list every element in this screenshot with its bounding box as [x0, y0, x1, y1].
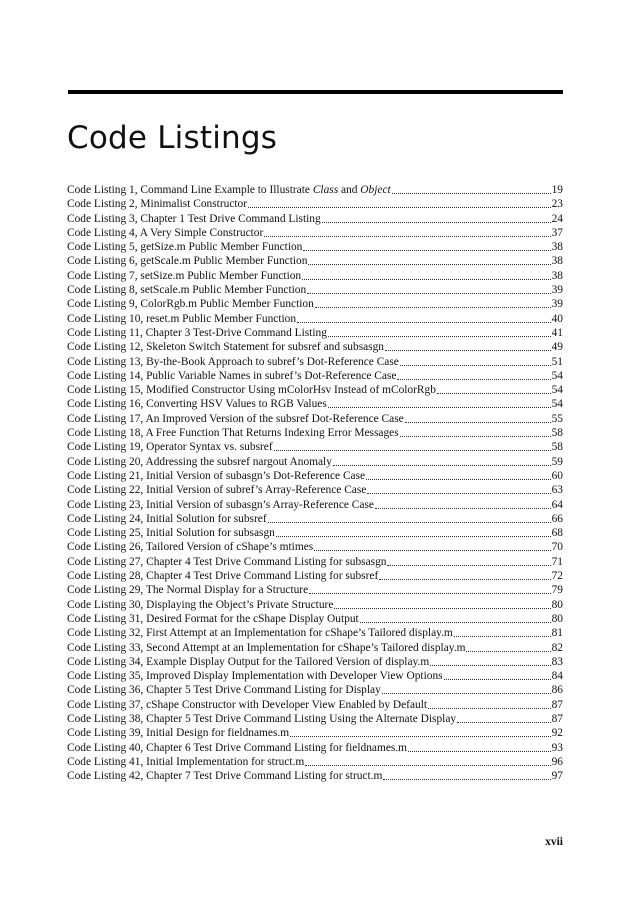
- listing-page-number: 39: [551, 298, 563, 311]
- listing-entry[interactable]: [67, 683, 563, 697]
- dot-leader: [457, 712, 551, 723]
- dot-leader: [305, 755, 550, 766]
- listing-entry[interactable]: [67, 426, 563, 440]
- dot-leader: [392, 183, 551, 194]
- listing-title: Code Listing 6, getScale.m Public Member Function: [67, 255, 308, 268]
- dot-leader: [264, 226, 550, 237]
- listing-title: Code Listing 23, Initial Version of subasgn’s Array-Reference Case: [67, 498, 374, 511]
- listing-page-number: 58: [551, 427, 563, 440]
- listing-entry[interactable]: [67, 755, 563, 769]
- listing-title: Code Listing 1, Command Line Example to Illustrate Class and Object: [67, 184, 391, 196]
- listing-entry[interactable]: [67, 626, 563, 640]
- listing-page-number: 87: [551, 712, 563, 725]
- listing-entry[interactable]: [67, 498, 563, 512]
- listing-page-number: 54: [551, 398, 563, 411]
- listing-entry[interactable]: [67, 254, 563, 268]
- dot-leader: [367, 483, 550, 494]
- listing-entry[interactable]: [67, 297, 563, 311]
- listing-title: Code Listing 32, First Attempt at an Implementation for cShape’s Tailored display.m: [67, 627, 453, 640]
- dot-leader: [322, 212, 551, 223]
- listing-entry[interactable]: [67, 269, 563, 283]
- listing-title: Code Listing 31, Desired Format for the cShape Display Output: [67, 612, 359, 625]
- listing-page-number: 38: [551, 241, 563, 254]
- listing-title: Code Listing 14, Public Variable Names in subref’s Dot-Reference Case: [67, 369, 397, 382]
- listing-title: Code Listing 28, Chapter 4 Test Drive Command Listing for subsref: [67, 570, 379, 583]
- listing-page-number: 39: [551, 284, 563, 297]
- listing-entry[interactable]: [67, 769, 563, 783]
- listing-page-number: 51: [551, 355, 563, 368]
- dot-leader: [290, 726, 551, 737]
- listing-entry[interactable]: [67, 483, 563, 497]
- listing-page-number: 41: [551, 326, 563, 339]
- listing-entry[interactable]: [67, 669, 563, 683]
- code-listing-list: [67, 183, 563, 783]
- listing-entry[interactable]: [67, 569, 563, 583]
- dot-leader: [382, 683, 551, 694]
- listing-entry[interactable]: [67, 283, 563, 297]
- listing-title: Code Listing 13, By-the-Book Approach to subref’s Dot-Reference Case: [67, 355, 399, 368]
- listing-title: Code Listing 17, An Improved Version of the subsref Dot-Reference Case: [67, 412, 404, 425]
- listing-entry[interactable]: [67, 226, 563, 240]
- listing-entry[interactable]: [67, 440, 563, 454]
- dot-leader: [309, 583, 550, 594]
- listing-page-number: 23: [551, 198, 563, 211]
- listing-title: Code Listing 35, Improved Display Implementation with Developer View Options: [67, 670, 443, 683]
- listing-page-number: 60: [551, 469, 563, 482]
- listing-title: Code Listing 10, reset.m Public Member Function: [67, 312, 297, 325]
- listing-title: Code Listing 41, Initial Implementation for struct.m: [67, 755, 305, 768]
- listing-entry[interactable]: [67, 641, 563, 655]
- listing-title: Code Listing 15, Modified Constructor Using mColorHsv Instead of mColorRgb: [67, 384, 436, 397]
- listing-entry[interactable]: [67, 397, 563, 411]
- listing-title: Code Listing 36, Chapter 5 Test Drive Command Listing for Display: [67, 684, 381, 697]
- listing-entry[interactable]: [67, 340, 563, 354]
- listing-title: Code Listing 9, ColorRgb.m Public Member Function: [67, 298, 314, 311]
- dot-leader: [333, 455, 551, 466]
- emphasis: Object: [360, 184, 391, 196]
- page-title: Code Listings: [67, 120, 278, 156]
- listing-entry[interactable]: [67, 326, 563, 340]
- listing-title: Code Listing 7, setSize.m Public Member Function: [67, 269, 302, 282]
- dot-leader: [328, 326, 551, 337]
- dot-leader: [302, 269, 550, 280]
- listing-page-number: 87: [551, 698, 563, 711]
- dot-leader: [397, 369, 550, 380]
- dot-leader: [400, 426, 551, 437]
- listing-entry[interactable]: [67, 412, 563, 426]
- listing-entry[interactable]: [67, 726, 563, 740]
- listing-title: Code Listing 20, Addressing the subsref nargout Anomaly: [67, 455, 332, 468]
- listing-page-number: 96: [551, 755, 563, 768]
- listing-entry[interactable]: [67, 612, 563, 626]
- listing-title: Code Listing 42, Chapter 7 Test Drive Command Listing for struct.m: [67, 770, 383, 783]
- listing-title: Code Listing 5, getSize.m Public Member Function: [67, 241, 303, 254]
- dot-leader: [314, 540, 550, 551]
- listing-title: Code Listing 11, Chapter 3 Test-Drive Command Listing: [67, 326, 327, 339]
- listing-page-number: 68: [551, 527, 563, 540]
- listing-page-number: 58: [551, 441, 563, 454]
- dot-leader: [444, 669, 551, 680]
- listing-entry[interactable]: [67, 655, 563, 669]
- listing-entry[interactable]: [67, 712, 563, 726]
- listing-title: Code Listing 8, setScale.m Public Member Function: [67, 284, 307, 297]
- dot-leader: [315, 297, 551, 308]
- listing-page-number: 54: [551, 384, 563, 397]
- listing-title: Code Listing 3, Chapter 1 Test Drive Command Listing: [67, 212, 321, 225]
- listing-entry[interactable]: [67, 583, 563, 597]
- listing-page-number: 81: [551, 627, 563, 640]
- dot-leader: [400, 355, 551, 366]
- dot-leader: [383, 769, 550, 780]
- listing-title: Code Listing 30, Displaying the Object’s Private Structure: [67, 598, 334, 611]
- listing-title: Code Listing 37, cShape Constructor with Developer View Enabled by Default: [67, 698, 428, 711]
- listing-entry[interactable]: [67, 469, 563, 483]
- dot-leader: [430, 655, 550, 666]
- dot-leader: [466, 641, 550, 652]
- listing-entry[interactable]: [67, 455, 563, 469]
- listing-title: Code Listing 40, Chapter 6 Test Drive Command Listing for fieldnames.m: [67, 741, 408, 754]
- listing-title: Code Listing 21, Initial Version of subasgn’s Dot-Reference Case: [67, 469, 366, 482]
- listing-title: Code Listing 26, Tailored Version of cShape’s mtimes: [67, 541, 314, 554]
- listing-page-number: 86: [551, 684, 563, 697]
- dot-leader: [334, 598, 550, 609]
- listing-title: Code Listing 16, Converting HSV Values to RGB Values: [67, 398, 327, 411]
- listing-title: Code Listing 12, Skeleton Switch Statement for subsref and subsasgn: [67, 341, 385, 354]
- dot-leader: [428, 698, 551, 709]
- listing-entry[interactable]: [67, 312, 563, 326]
- listing-title: Code Listing 27, Chapter 4 Test Drive Command Listing for subsasgn: [67, 555, 387, 568]
- listing-entry[interactable]: [67, 741, 563, 755]
- listing-title: Code Listing 4, A Very Simple Constructor: [67, 226, 264, 239]
- listing-page-number: 71: [551, 555, 563, 568]
- listing-page-number: 97: [551, 770, 563, 783]
- header-rule: [68, 90, 563, 94]
- dot-leader: [274, 440, 551, 451]
- listing-title: Code Listing 33, Second Attempt at an Implementation for cShape’s Tailored display.m: [67, 641, 466, 654]
- listing-page-number: 24: [551, 212, 563, 225]
- listing-entry[interactable]: [67, 240, 563, 254]
- listing-page-number: 49: [551, 341, 563, 354]
- listing-page-number: 82: [551, 641, 563, 654]
- dot-leader: [366, 469, 551, 480]
- listing-page-number: 38: [551, 269, 563, 282]
- listing-title: Code Listing 34, Example Display Output for the Tailored Version of display.m: [67, 655, 430, 668]
- listing-page-number: 66: [551, 512, 563, 525]
- listing-entry[interactable]: [67, 698, 563, 712]
- listing-page-number: 84: [551, 670, 563, 683]
- listing-page-number: 79: [551, 584, 563, 597]
- dot-leader: [276, 526, 551, 537]
- dot-leader: [405, 412, 551, 423]
- listing-page-number: 93: [551, 741, 563, 754]
- listing-entry[interactable]: [67, 512, 563, 526]
- dot-leader: [328, 397, 551, 408]
- listing-title: Code Listing 2, Minimalist Constructor: [67, 198, 248, 211]
- listing-title: Code Listing 22, Initial Version of subref’s Array-Reference Case: [67, 484, 367, 497]
- listing-title: Code Listing 39, Initial Design for fieldnames.m: [67, 727, 290, 740]
- listing-page-number: 72: [551, 570, 563, 583]
- listing-page-number: 64: [551, 498, 563, 511]
- dot-leader: [385, 340, 551, 351]
- listing-page-number: 54: [551, 369, 563, 382]
- dot-leader: [437, 383, 551, 394]
- listing-page-number: 59: [551, 455, 563, 468]
- listing-page-number: 80: [551, 598, 563, 611]
- listing-page-number: 19: [551, 184, 563, 196]
- listing-page-number: 70: [551, 541, 563, 554]
- listing-title: Code Listing 25, Initial Solution for subsasgn: [67, 527, 275, 540]
- listing-page-number: 37: [551, 226, 563, 239]
- dot-leader: [379, 569, 550, 580]
- listing-entry[interactable]: [67, 383, 563, 397]
- dot-leader: [297, 312, 551, 323]
- listing-entry[interactable]: [67, 540, 563, 554]
- listing-page-number: 63: [551, 484, 563, 497]
- listing-entry[interactable]: [67, 598, 563, 612]
- dot-leader: [308, 254, 550, 265]
- dot-leader: [454, 626, 551, 637]
- page-number: xvii: [545, 836, 563, 848]
- listing-page-number: 38: [551, 255, 563, 268]
- listing-page-number: 83: [551, 655, 563, 668]
- listing-page-number: 80: [551, 612, 563, 625]
- emphasis: Class: [312, 184, 339, 196]
- listing-entry[interactable]: [67, 369, 563, 383]
- listing-title: Code Listing 18, A Free Function That Returns Indexing Error Messages: [67, 427, 399, 440]
- dot-leader: [248, 197, 551, 208]
- dot-leader: [360, 612, 551, 623]
- listing-entry[interactable]: [67, 526, 563, 540]
- dot-leader: [303, 240, 550, 251]
- listing-entry[interactable]: [67, 197, 563, 211]
- listing-entry[interactable]: [67, 355, 563, 369]
- listing-title: Code Listing 24, Initial Solution for subsref: [67, 512, 267, 525]
- listing-title: Code Listing 19, Operator Syntax vs. subsref: [67, 441, 273, 454]
- listing-entry[interactable]: [67, 183, 563, 197]
- dot-leader: [307, 283, 550, 294]
- dot-leader: [268, 512, 551, 523]
- listing-page-number: 92: [551, 727, 563, 740]
- dot-leader: [375, 498, 551, 509]
- listing-title: Code Listing 29, The Normal Display for a Structure: [67, 584, 309, 597]
- listing-page-number: 55: [551, 412, 563, 425]
- listing-page-number: 40: [551, 312, 563, 325]
- dot-leader: [408, 741, 551, 752]
- dot-leader: [387, 555, 550, 566]
- listing-entry[interactable]: [67, 555, 563, 569]
- listing-title: Code Listing 38, Chapter 5 Test Drive Command Listing Using the Alternate Display: [67, 712, 457, 725]
- listing-entry[interactable]: [67, 212, 563, 226]
